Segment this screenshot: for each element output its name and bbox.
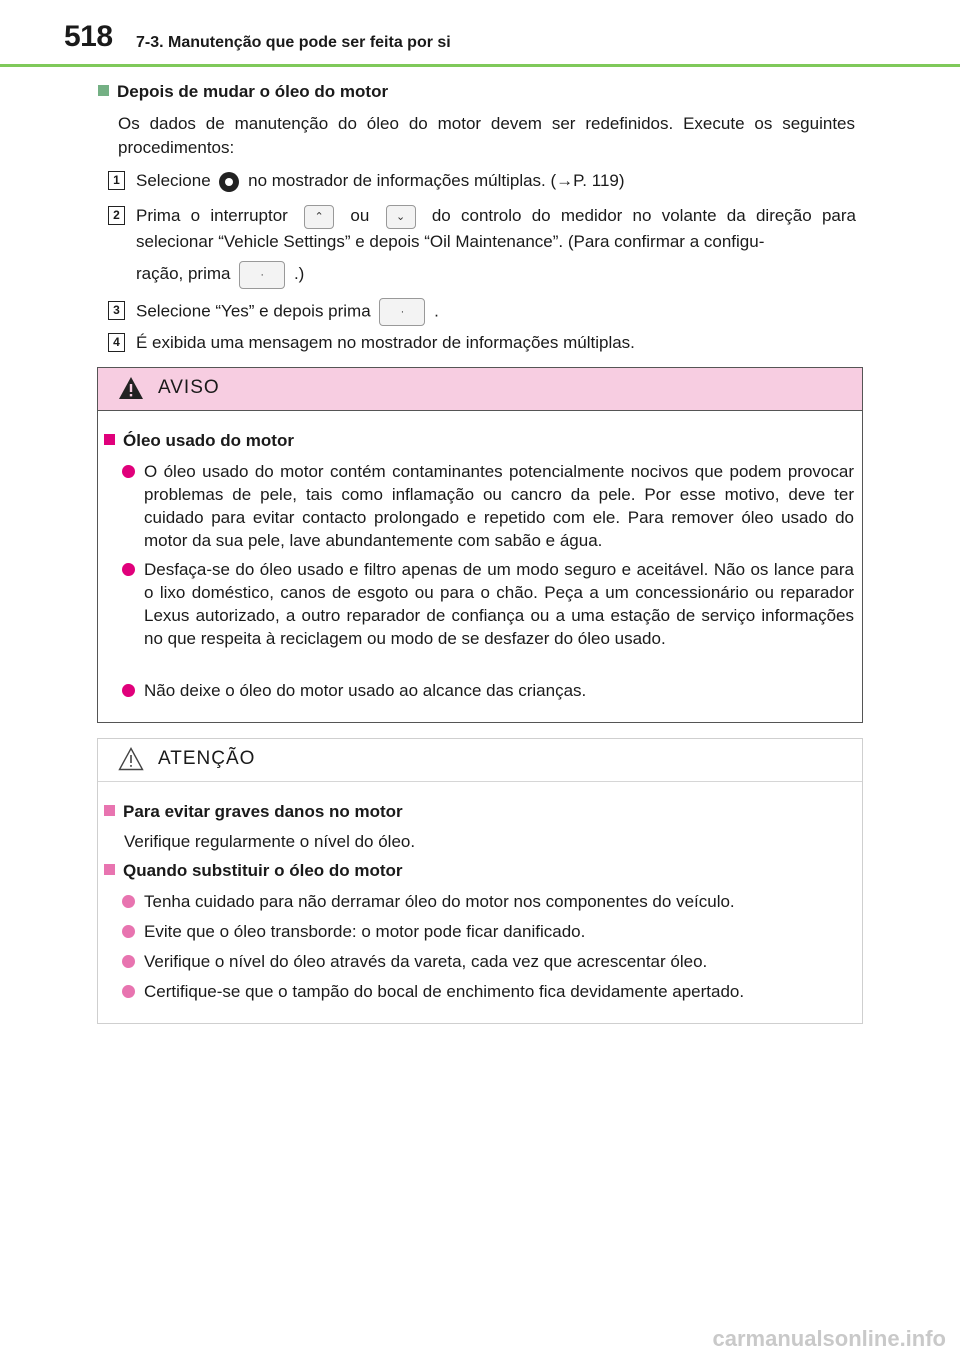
step-text-post: .	[434, 301, 439, 321]
page-header	[0, 0, 960, 70]
notice-heading-text: Para evitar graves danos no motor	[123, 802, 403, 821]
square-marker-icon	[104, 864, 115, 875]
bullet-dot-icon	[122, 563, 135, 576]
bullet-text: Desfaça-se do óleo usado e filtro apenas de um modo seguro e aceitável. Não os lance para o lixo doméstico, canos de esgoto ou para o chão. Peça a um concessionário ou reparador Lexus autorizado, a outro reparador de confiança ou a uma estação de serviço informações no que respeita à reciclagem ou modo de se desfazer do óleo usado.	[144, 560, 854, 648]
step-number: 2	[108, 206, 125, 225]
step-3	[108, 298, 868, 326]
notice-heading-text: Quando substituir o óleo do motor	[123, 861, 403, 880]
settings-gear-icon	[219, 172, 239, 192]
chevron-down-icon: ⌄	[386, 205, 416, 229]
warning-title: AVISO	[158, 377, 220, 398]
notice-text-1: Verifique regularmente o nível do óleo.	[124, 832, 416, 851]
notice-bullet-4	[122, 980, 854, 1003]
notice-heading-2	[104, 861, 403, 881]
bullet-dot-icon	[122, 465, 135, 478]
step-text-pre: Prima o interruptor	[136, 206, 288, 225]
step-text-post: do controlo do medidor no volante da direção para selecionar “Vehicle Settings” e depois “Oil Maintenance”. (Para confirmar a configu-	[136, 206, 856, 251]
bullet-text: Verifique o nível do óleo através da vareta, cada vez que acrescentar óleo.	[144, 952, 708, 971]
warning-heading-text: Óleo usado do motor	[123, 431, 294, 450]
header-rule	[0, 64, 960, 67]
warning-triangle-icon	[118, 376, 144, 400]
notice-bullet-1	[122, 890, 854, 913]
step-text-pre: Selecione “Yes” e depois prima	[136, 301, 371, 321]
bullet-text: Não deixe o óleo do motor usado ao alcance das crianças.	[144, 681, 587, 700]
step-text	[136, 168, 856, 194]
watermark: carmanualsonline.info	[712, 1326, 946, 1351]
bullet-dot-icon	[122, 895, 135, 908]
step-4	[108, 330, 868, 356]
bullet-dot-icon	[122, 955, 135, 968]
notice-bullet-3	[122, 950, 854, 973]
notice-header	[98, 739, 862, 782]
caution-triangle-icon	[118, 747, 144, 771]
notice-box	[97, 738, 863, 1024]
step-text-mid: ou	[350, 206, 370, 225]
square-marker-icon	[104, 805, 115, 816]
step-text	[136, 298, 856, 326]
step-number: 1	[108, 171, 125, 190]
step-text-post: no mostrador de informações múltiplas. (→P. 119)	[248, 171, 625, 190]
bullet-dot-icon	[122, 925, 135, 938]
step-1	[108, 168, 868, 194]
bullet-dot-icon	[122, 985, 135, 998]
bullet-text: O óleo usado do motor contém contaminantes potencialmente nocivos que podem provocar problemas de pele, tais como inflamação ou cancro da pele. Por esse motivo, deve ter cuidado para evitar contacto prolongado e repetido com ele. Para remover óleo usado do motor da sua pele, lave abundantemente com sabão e água.	[144, 462, 854, 550]
section-title-text: Depois de mudar o óleo do motor	[117, 82, 389, 101]
chapter-title: 7-3. Manutenção que pode ser feita por si	[136, 34, 451, 51]
section-intro: Os dados de manutenção do óleo do motor devem ser redefinidos. Execute os seguintes procedimentos:	[118, 114, 855, 157]
bullet-text: Tenha cuidado para não derramar óleo do motor nos componentes do veículo.	[144, 892, 735, 911]
step-text-line2: ração, prima	[136, 264, 231, 283]
notice-title: ATENÇÃO	[158, 748, 256, 769]
warning-header	[98, 368, 862, 411]
page-number: 518	[64, 20, 113, 53]
notice-heading-1	[104, 802, 403, 822]
step-number: 4	[108, 333, 125, 352]
ok-button-icon: ·	[379, 298, 425, 326]
warning-bullet-1	[122, 460, 854, 552]
square-marker-icon	[104, 434, 115, 445]
ok-button-icon: ·	[239, 261, 285, 289]
warning-box	[97, 367, 863, 723]
step-text	[136, 203, 856, 289]
bullet-dot-icon	[122, 684, 135, 697]
chevron-up-icon: ⌃	[304, 205, 334, 229]
warning-bullet-3	[122, 679, 854, 702]
bullet-text: Certifique-se que o tampão do bocal de enchimento fica devidamente apertado.	[144, 982, 745, 1001]
step-text-pre: Selecione	[136, 171, 211, 190]
warning-heading	[104, 431, 294, 451]
step-2	[108, 203, 868, 283]
section-marker-icon	[98, 85, 109, 96]
notice-bullet-2	[122, 920, 854, 943]
warning-bullet-2	[122, 558, 854, 650]
bullet-text: Evite que o óleo transborde: o motor pode ficar danificado.	[144, 922, 586, 941]
step-number: 3	[108, 301, 125, 320]
step-text: É exibida uma mensagem no mostrador de informações múltiplas.	[136, 333, 635, 352]
section-title	[98, 82, 388, 102]
step-text-line2-end: .)	[293, 264, 305, 283]
